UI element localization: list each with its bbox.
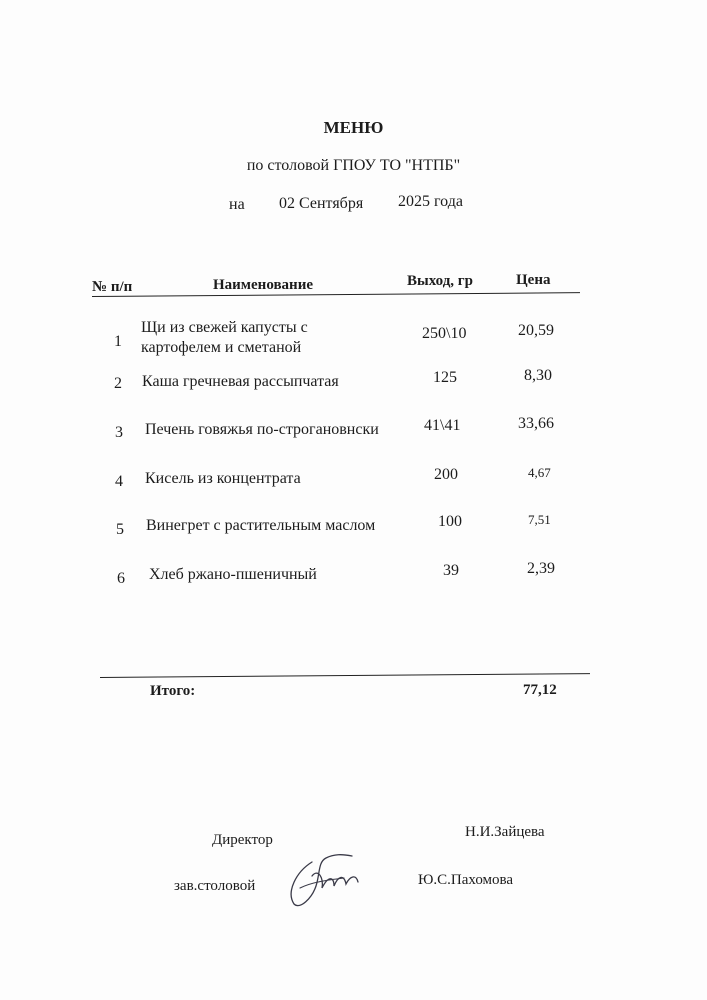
director-label: Директор: [212, 832, 273, 848]
manager-label: зав.столовой: [174, 878, 256, 894]
document-title: МЕНЮ: [323, 118, 384, 137]
row-2-name: Каша гречневая рассыпчатая: [142, 373, 339, 390]
director-name: Н.И.Зайцева: [465, 824, 545, 840]
row-4-num: 4: [115, 473, 123, 490]
manager-name: Ю.С.Пахомова: [418, 872, 514, 888]
row-4-price: 4,67: [528, 465, 551, 480]
total-label: Итого:: [150, 683, 196, 699]
row-5-price: 7,51: [528, 512, 551, 527]
column-header-name: Наименование: [213, 277, 313, 293]
date-day: 02 Сентября: [279, 195, 364, 212]
row-6-num: 6: [117, 570, 125, 587]
total-value: 77,12: [523, 682, 557, 698]
row-4-name: Кисель из концентрата: [145, 470, 301, 487]
handwritten-signature-icon: [282, 848, 378, 910]
date-prefix: на: [229, 196, 245, 213]
column-header-price: Цена: [516, 272, 551, 288]
row-5-num: 5: [116, 521, 124, 538]
row-1-price: 20,59: [518, 322, 554, 339]
row-4-yield: 200: [434, 466, 458, 483]
row-1-yield: 250\10: [422, 325, 467, 342]
total-divider: [100, 673, 590, 678]
row-2-price: 8,30: [524, 367, 552, 384]
row-3-yield: 41\41: [424, 417, 461, 434]
row-1-num: 1: [114, 333, 122, 350]
row-2-num: 2: [114, 375, 122, 392]
row-5-yield: 100: [438, 513, 462, 530]
row-3-name: Печень говяжья по-строгановнски: [145, 421, 379, 438]
row-1-name: Щи из свежей капусты с картофелем и сметаной: [141, 319, 308, 356]
date-year: 2025 года: [398, 193, 463, 210]
row-3-num: 3: [115, 424, 123, 441]
header-divider: [92, 292, 580, 297]
row-6-price: 2,39: [527, 560, 555, 577]
column-header-num: № п/п: [92, 279, 133, 295]
row-6-name: Хлеб ржано-пшеничный: [149, 566, 317, 583]
row-5-name: Винегрет с растительным маслом: [146, 517, 376, 534]
column-header-yield: Выход, гр: [407, 273, 473, 289]
document-subtitle: по столовой ГПОУ ТО "НТПБ": [246, 157, 461, 174]
row-3-price: 33,66: [518, 415, 554, 432]
row-2-yield: 125: [433, 369, 457, 386]
row-6-yield: 39: [443, 562, 459, 579]
